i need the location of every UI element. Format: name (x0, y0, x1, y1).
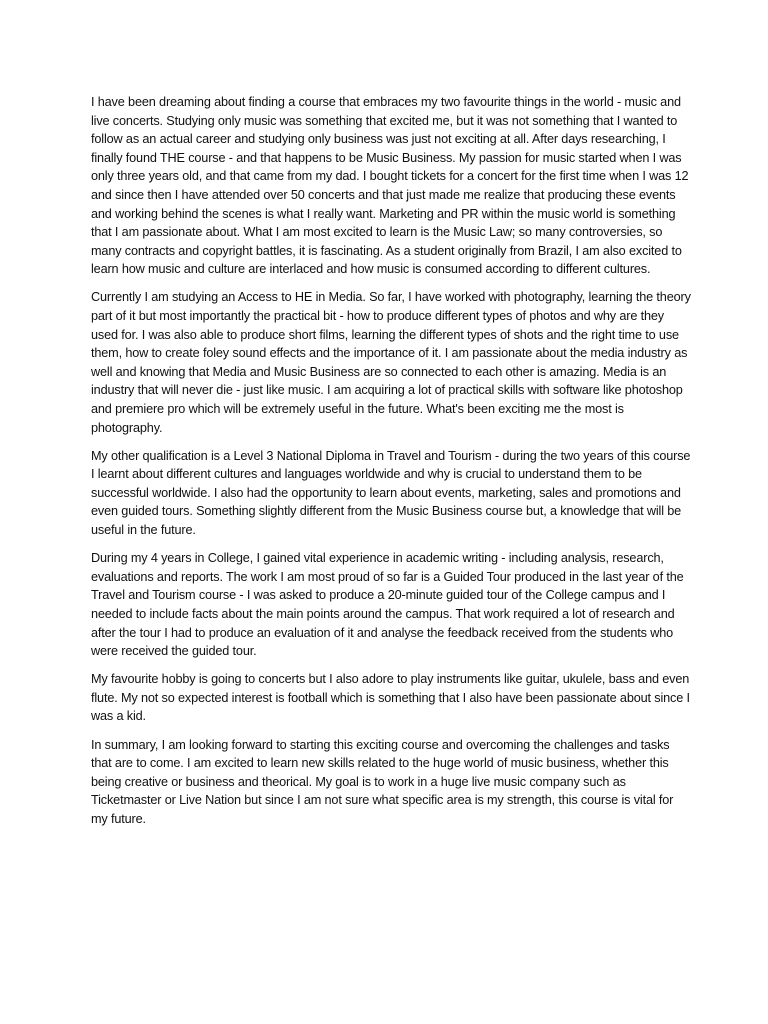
paragraph-current-studies: Currently I am studying an Access to HE in Media. So far, I have worked with photography, learning the theory part of it but most importantly the practical bit - how to produce different types of photos and why are they used for. I was also able to produce short films, learning the different types of shots and the right time to use them, how to create foley sound effects and the importance of it. I am passionate about the media industry as well and knowing that Media and Music Business are so connected to each other is amazing. Media is an industry that will never die - just like music. I am acquiring a lot of practical skills with software like photoshop and premiere pro which will be extremely useful in the future. What's been exciting me the most is photography. (91, 290, 691, 435)
paragraph-hobbies: My favourite hobby is going to concerts but I also adore to play instruments like guitar, ukulele, bass and even flute. My not so expected interest is football which is something that I also have been passionate about since I was a kid. (91, 672, 690, 724)
paragraph-college-experience: During my 4 years in College, I gained vital experience in academic writing - including analysis, research, evaluations and reports. The work I am most proud of so far is a Guided Tour produced in the last year of the Travel and Tourism course - I was asked to produce a 20-minute guided tour of the College campus and I needed to include facts about the main points around the campus. That work required a lot of research and after the tour I had to produce an evaluation of it and analyse the feedback received from the students who were received the guided tour. (91, 551, 684, 659)
document-page (91, 93, 691, 838)
paragraph-intro: I have been dreaming about finding a course that embraces my two favourite things in the world - music and live concerts. Studying only music was something that excited me, but it was not something that I wanted to follow as an actual career and studying only business was just not exciting at all. After days researching, I finally found THE course - and that happens to be Music Business. My passion for music started when I was only three years old, and that came from my dad. I bought tickets for a concert for the first time when I was 12 and since then I have attended over 50 concerts and that just made me realize that producing these events and working behind the scenes is what I really want. Marketing and PR within the music world is something that I am passionate about. What I am most excited to learn is the Music Law; so many controversies, so many contracts and copyright battles, it is fascinating. As a student originally from Brazil, I am also excited to learn how music and culture are interlaced and how music is consumed according to different cultures. (91, 95, 689, 277)
paragraph-other-qualification: My other qualification is a Level 3 National Diploma in Travel and Tourism - during the two years of this course I learnt about different cultures and languages worldwide and why is crucial to understand them to be successful worldwide. I also had the opportunity to learn about events, marketing, sales and promotions and even guided tours. Something slightly different from the Music Business course but, a knowledge that will be useful in the future. (91, 448, 691, 538)
paragraph-summary: In summary, I am looking forward to starting this exciting course and overcoming the challenges and tasks that are to come. I am excited to learn new skills related to the huge world of music business, whether this being creative or business and theorical. My goal is to work in a huge live music company such as Ticketmaster or Live Nation but since I am not sure what specific area is my strength, this course is vital for my future. (91, 737, 674, 826)
